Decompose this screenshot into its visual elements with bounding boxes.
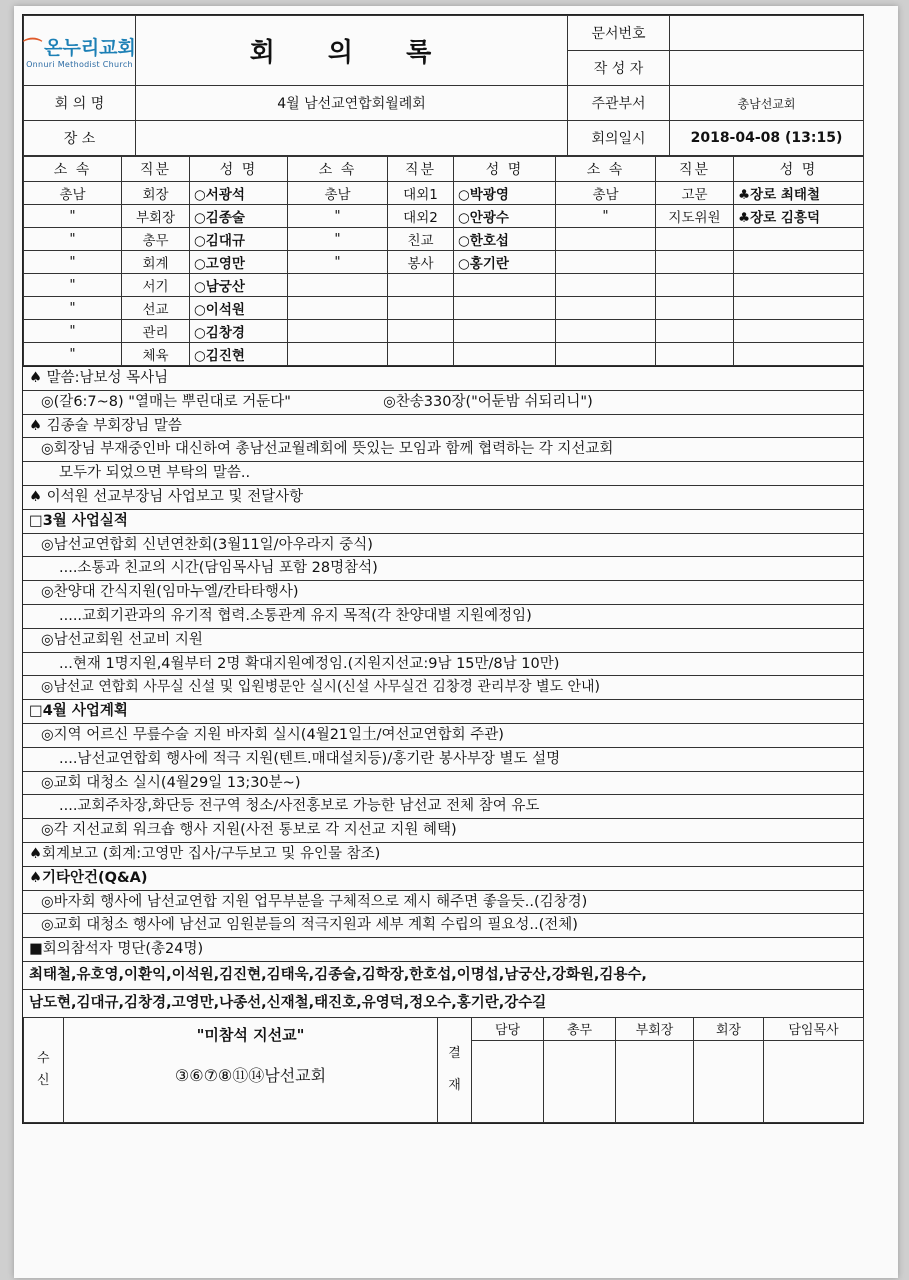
attendance-row bbox=[24, 343, 864, 366]
affiliation-cell: " bbox=[24, 205, 122, 228]
subsection-heading: □4월 사업계획 bbox=[23, 699, 863, 723]
meeting-name-value: 4월 남선교연합회월례회 bbox=[136, 86, 568, 121]
affiliation-cell: " bbox=[24, 343, 122, 366]
attendance-table bbox=[23, 156, 864, 366]
doc-no-value bbox=[670, 16, 864, 51]
role-cell bbox=[656, 274, 734, 297]
author-label: 작 성 자 bbox=[568, 51, 670, 86]
minutes-line: ◎바자회 행사에 남선교연합 지원 업무부분을 구체적으로 제시 해주면 좋을듯..(김창경) bbox=[23, 890, 863, 914]
footer-table bbox=[23, 1017, 864, 1123]
absent-title: "미참석 지선교" bbox=[196, 1025, 305, 1044]
affiliation-cell: " bbox=[24, 320, 122, 343]
approval-label: 결재 bbox=[438, 1017, 472, 1122]
affiliation-cell: " bbox=[288, 228, 388, 251]
name-cell bbox=[734, 343, 864, 366]
attendance-row bbox=[24, 297, 864, 320]
role-cell: 고문 bbox=[656, 182, 734, 205]
name-cell: ○홍기란 bbox=[454, 251, 556, 274]
minutes-line: ◎교회 대청소 실시(4월29일 13;30분~) bbox=[23, 771, 863, 795]
approver-title: 총무 bbox=[544, 1017, 616, 1040]
name-cell: ○안광수 bbox=[454, 205, 556, 228]
col-role: 직분 bbox=[388, 157, 454, 182]
approver-title: 담임목사 bbox=[764, 1017, 864, 1040]
affiliation-cell: " bbox=[24, 274, 122, 297]
col-role: 직분 bbox=[656, 157, 734, 182]
minutes-line: ◎교회 대청소 행사에 남선교 임원분들의 적극지원과 세부 계획 수립의 필요성..(전체) bbox=[23, 913, 863, 937]
minutes-line: ◎회장님 부재중인바 대신하여 총남선교월례회에 뜻있는 모임과 함께 협력하는 각 지선교회 bbox=[23, 437, 863, 461]
name-cell: ○고영만 bbox=[190, 251, 288, 274]
attendance-row bbox=[24, 320, 864, 343]
col-affiliation: 소 속 bbox=[556, 157, 656, 182]
approver-title: 부회장 bbox=[616, 1017, 694, 1040]
affiliation-cell: 총남 bbox=[556, 182, 656, 205]
affiliation-cell bbox=[556, 343, 656, 366]
absent-list: ③⑥⑦⑧⑪⑭남선교회 bbox=[174, 1065, 327, 1085]
approver-title: 담당 bbox=[472, 1017, 544, 1040]
role-cell bbox=[656, 297, 734, 320]
attendance-row bbox=[24, 205, 864, 228]
affiliation-cell bbox=[288, 343, 388, 366]
role-cell: 관리 bbox=[122, 320, 190, 343]
name-cell: ○한호섭 bbox=[454, 228, 556, 251]
name-cell bbox=[734, 228, 864, 251]
role-cell bbox=[388, 320, 454, 343]
section-heading: ♠기타안건(Q&A) bbox=[23, 866, 863, 890]
name-cell bbox=[454, 274, 556, 297]
attendance-rows bbox=[24, 182, 864, 366]
attendance-row bbox=[24, 182, 864, 205]
name-cell bbox=[734, 297, 864, 320]
role-cell: 지도위원 bbox=[656, 205, 734, 228]
affiliation-cell: " bbox=[556, 205, 656, 228]
attendee-list-line: 최태철,유호영,이환익,이석원,김진현,김태욱,김종술,김학장,한호섭,이명섭,남궁산,강화원,김용수, bbox=[23, 961, 863, 989]
place-value bbox=[136, 121, 568, 156]
minutes-line: .....교회기관과의 유기적 협력.소통관계 유지 목적(각 찬양대별 지원예정임) bbox=[23, 604, 863, 628]
name-cell bbox=[734, 274, 864, 297]
role-cell: 회계 bbox=[122, 251, 190, 274]
name-cell: ♣장로 김흥덕 bbox=[734, 205, 864, 228]
minutes-line: 모두가 되었으면 부탁의 말씀.. bbox=[23, 461, 863, 485]
col-affiliation: 소 속 bbox=[24, 157, 122, 182]
minutes-body bbox=[23, 366, 863, 1017]
attendance-row bbox=[24, 251, 864, 274]
affiliation-cell: " bbox=[24, 251, 122, 274]
role-cell bbox=[388, 343, 454, 366]
name-cell bbox=[454, 320, 556, 343]
role-cell: 체육 bbox=[122, 343, 190, 366]
name-cell: ○서광석 bbox=[190, 182, 288, 205]
attendance-row bbox=[24, 274, 864, 297]
name-cell: ○김대규 bbox=[190, 228, 288, 251]
church-logo: ⌒ 온누리교회 Onnuri Methodist Church bbox=[24, 16, 136, 86]
doc-no-label: 문서번호 bbox=[568, 16, 670, 51]
role-cell: 선교 bbox=[122, 297, 190, 320]
meeting-name-label: 회 의 명 bbox=[24, 86, 136, 121]
role-cell: 대외1 bbox=[388, 182, 454, 205]
recipient-label: 수신 bbox=[24, 1017, 64, 1122]
author-value bbox=[670, 51, 864, 86]
name-cell: ○남궁산 bbox=[190, 274, 288, 297]
col-affiliation: 소 속 bbox=[288, 157, 388, 182]
affiliation-cell: " bbox=[24, 228, 122, 251]
section-heading: ♠ 말씀:남보성 목사님 bbox=[23, 366, 863, 390]
name-cell: ○김창경 bbox=[190, 320, 288, 343]
affiliation-cell: 총남 bbox=[288, 182, 388, 205]
section-heading: ■회의참석자 명단(총24명) bbox=[23, 937, 863, 961]
section-heading: ♠회계보고 (회계:고영만 집사/구두보고 및 유인물 참조) bbox=[23, 842, 863, 866]
affiliation-cell bbox=[556, 274, 656, 297]
name-cell bbox=[734, 320, 864, 343]
minutes-line: ....교회주차장,화단등 전구역 청소/사전홍보로 가능한 남선교 전체 참여 유도 bbox=[23, 794, 863, 818]
name-cell: ○이석원 bbox=[190, 297, 288, 320]
absent-chapters bbox=[64, 1017, 438, 1122]
name-cell: ♣장로 최태철 bbox=[734, 182, 864, 205]
role-cell: 대외2 bbox=[388, 205, 454, 228]
role-cell bbox=[388, 274, 454, 297]
col-role: 직분 bbox=[122, 157, 190, 182]
date-label: 회의일시 bbox=[568, 121, 670, 156]
affiliation-cell bbox=[556, 228, 656, 251]
name-cell: ○김종술 bbox=[190, 205, 288, 228]
minutes-line: ◎지역 어르신 무릎수술 지원 바자회 실시(4월21일土/여선교연합회 주관) bbox=[23, 723, 863, 747]
minutes-line: ◎(갈6:7~8) "열매는 뿌린대로 거둔다" ◎찬송330장("어둔밤 쉬되리니") bbox=[23, 390, 863, 414]
minutes-line: ◎남선교 연합회 사무실 신설 및 입원병문안 실시(신설 사무실건 김창경 관리부장 별도 안내) bbox=[23, 675, 863, 699]
name-cell bbox=[454, 297, 556, 320]
section-heading: ♠ 이석원 선교부장님 사업보고 및 전달사항 bbox=[23, 485, 863, 509]
role-cell bbox=[656, 228, 734, 251]
name-cell bbox=[734, 251, 864, 274]
affiliation-cell bbox=[556, 320, 656, 343]
affiliation-cell bbox=[556, 297, 656, 320]
subsection-heading: □3월 사업실적 bbox=[23, 509, 863, 533]
dept-value: 총남선교회 bbox=[670, 86, 864, 121]
role-cell bbox=[388, 297, 454, 320]
logo-icon: ⌒ bbox=[23, 36, 43, 59]
role-cell: 봉사 bbox=[388, 251, 454, 274]
attendee-list-line: 남도현,김대규,김창경,고영만,나종선,신재철,태진호,유영덕,정오수,홍기란,강수길 bbox=[23, 989, 863, 1017]
name-cell bbox=[454, 343, 556, 366]
date-value: 2018-04-08 (13:15) bbox=[670, 121, 864, 156]
col-name: 성 명 bbox=[190, 157, 288, 182]
affiliation-cell: " bbox=[24, 297, 122, 320]
affiliation-cell: " bbox=[288, 205, 388, 228]
col-name: 성 명 bbox=[454, 157, 556, 182]
role-cell: 부회장 bbox=[122, 205, 190, 228]
minutes-line: ◎남선교회원 선교비 지원 bbox=[23, 628, 863, 652]
minutes-line: ...현재 1명지원,4월부터 2명 확대지원예정임.(지원지선교:9남 15만/8남 10만) bbox=[23, 652, 863, 676]
signature-box[interactable] bbox=[616, 1040, 694, 1122]
col-name: 성 명 bbox=[734, 157, 864, 182]
affiliation-cell bbox=[288, 297, 388, 320]
attendance-row bbox=[24, 228, 864, 251]
role-cell bbox=[656, 343, 734, 366]
role-cell bbox=[656, 320, 734, 343]
role-cell bbox=[656, 251, 734, 274]
role-cell: 친교 bbox=[388, 228, 454, 251]
signature-box[interactable] bbox=[764, 1040, 864, 1122]
place-label: 장 소 bbox=[24, 121, 136, 156]
document-title: 회 의 록 bbox=[136, 16, 568, 86]
affiliation-cell: " bbox=[288, 251, 388, 274]
minutes-line: ....소통과 친교의 시간(담임목사님 포함 28명참석) bbox=[23, 556, 863, 580]
dept-label: 주관부서 bbox=[568, 86, 670, 121]
role-cell: 서기 bbox=[122, 274, 190, 297]
minutes-line: ◎찬양대 간식지원(임마누엘/칸타타행사) bbox=[23, 580, 863, 604]
affiliation-cell bbox=[288, 320, 388, 343]
role-cell: 총무 bbox=[122, 228, 190, 251]
affiliation-cell: 총남 bbox=[24, 182, 122, 205]
approver-title: 회장 bbox=[694, 1017, 764, 1040]
section-heading: ♠ 김종술 부회장님 말씀 bbox=[23, 414, 863, 438]
role-cell: 회장 bbox=[122, 182, 190, 205]
minutes-line: ◎남선교연합회 신년연찬회(3월11일/아우라지 중식) bbox=[23, 533, 863, 557]
meeting-minutes-form bbox=[22, 14, 864, 1124]
name-cell: ○박광영 bbox=[454, 182, 556, 205]
minutes-line: ◎각 지선교회 워크숍 행사 지원(사전 통보로 각 지선교 지원 혜택) bbox=[23, 818, 863, 842]
signature-box[interactable] bbox=[544, 1040, 616, 1122]
header-table bbox=[23, 15, 864, 156]
name-cell: ○김진현 bbox=[190, 343, 288, 366]
signature-box[interactable] bbox=[694, 1040, 764, 1122]
affiliation-cell bbox=[556, 251, 656, 274]
affiliation-cell bbox=[288, 274, 388, 297]
minutes-line: ....남선교연합회 행사에 적극 지원(텐트.매대설치등)/홍기란 봉사부장 별도 설명 bbox=[23, 747, 863, 771]
signature-box[interactable] bbox=[472, 1040, 544, 1122]
